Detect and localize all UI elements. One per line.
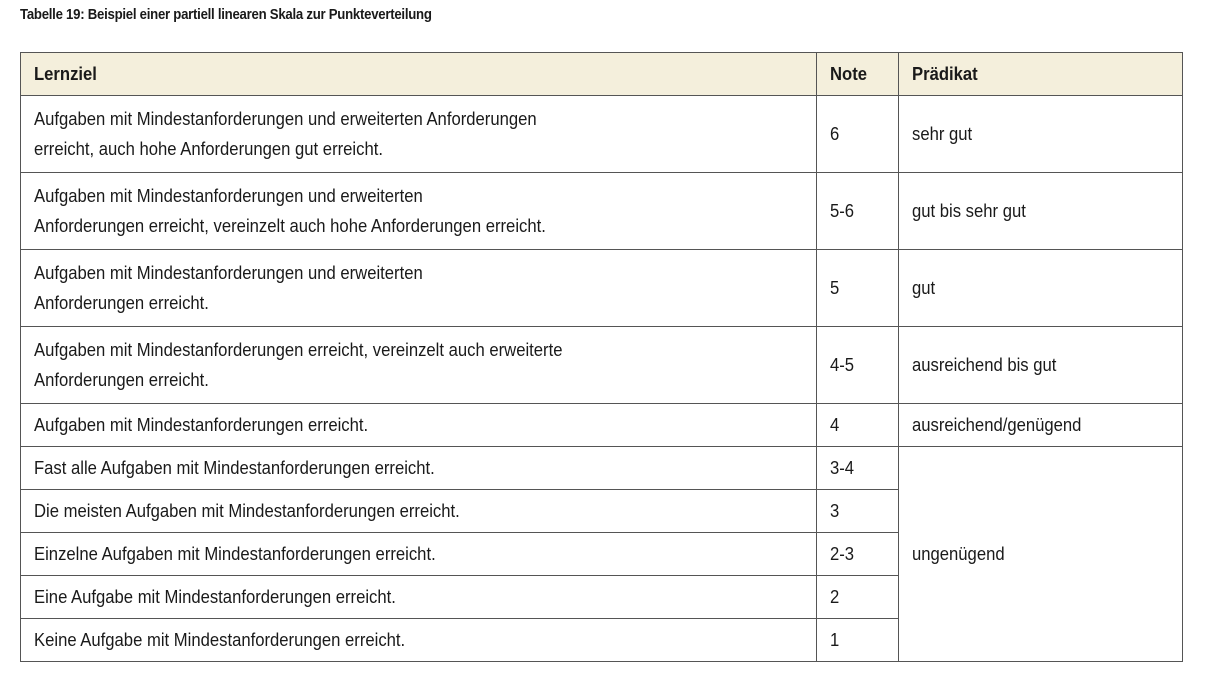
- header-note: Note: [817, 53, 899, 96]
- lernziel-cell: Fast alle Aufgaben mit Mindestanforderungen erreicht.: [21, 447, 817, 490]
- lernziel-cell: Eine Aufgabe mit Mindestanforderungen erreicht.: [21, 576, 817, 619]
- table-row: [21, 447, 1183, 490]
- table-row: [21, 327, 1183, 404]
- praedikat-cell-merged: ungenügend: [899, 447, 1183, 662]
- note-cell: 6: [817, 96, 899, 173]
- header-lernziel: Lernziel: [21, 53, 817, 96]
- note-cell: 5-6: [817, 173, 899, 250]
- note-cell: 2: [817, 576, 899, 619]
- note-cell: 4: [817, 404, 899, 447]
- praedikat-cell: sehr gut: [899, 96, 1183, 173]
- note-cell: 2-3: [817, 533, 899, 576]
- note-cell: 5: [817, 250, 899, 327]
- lernziel-cell: Keine Aufgabe mit Mindestanforderungen erreicht.: [21, 619, 817, 662]
- table-header-row: [21, 53, 1183, 96]
- grading-scale-table: [20, 52, 1183, 662]
- table-caption: Tabelle 19: Beispiel einer partiell linearen Skala zur Punkteverteilung: [20, 6, 432, 23]
- table-row: [21, 404, 1183, 447]
- lernziel-cell: Die meisten Aufgaben mit Mindestanforderungen erreicht.: [21, 490, 817, 533]
- praedikat-cell: gut bis sehr gut: [899, 173, 1183, 250]
- praedikat-cell: ausreichend bis gut: [899, 327, 1183, 404]
- lernziel-cell: Aufgaben mit Mindestanforderungen und erweiterten Anforderungen erreicht.: [21, 250, 817, 327]
- note-cell: 1: [817, 619, 899, 662]
- lernziel-cell: Aufgaben mit Mindestanforderungen erreicht, vereinzelt auch erweiterte Anforderungen erreicht.: [21, 327, 817, 404]
- lernziel-cell: Aufgaben mit Mindestanforderungen und erweiterten Anforderungen erreicht, auch hohe Anforderungen gut erreicht.: [21, 96, 817, 173]
- praedikat-cell: ausreichend/genügend: [899, 404, 1183, 447]
- note-cell: 3: [817, 490, 899, 533]
- lernziel-cell: Aufgaben mit Mindestanforderungen und erweiterten Anforderungen erreicht, vereinzelt auch hohe Anforderungen erreicht.: [21, 173, 817, 250]
- header-praedikat: Prädikat: [899, 53, 1183, 96]
- note-cell: 3-4: [817, 447, 899, 490]
- note-cell: 4-5: [817, 327, 899, 404]
- table-row: [21, 173, 1183, 250]
- lernziel-cell: Einzelne Aufgaben mit Mindestanforderungen erreicht.: [21, 533, 817, 576]
- praedikat-cell: gut: [899, 250, 1183, 327]
- table-row: [21, 250, 1183, 327]
- table-row: [21, 96, 1183, 173]
- lernziel-cell: Aufgaben mit Mindestanforderungen erreicht.: [21, 404, 817, 447]
